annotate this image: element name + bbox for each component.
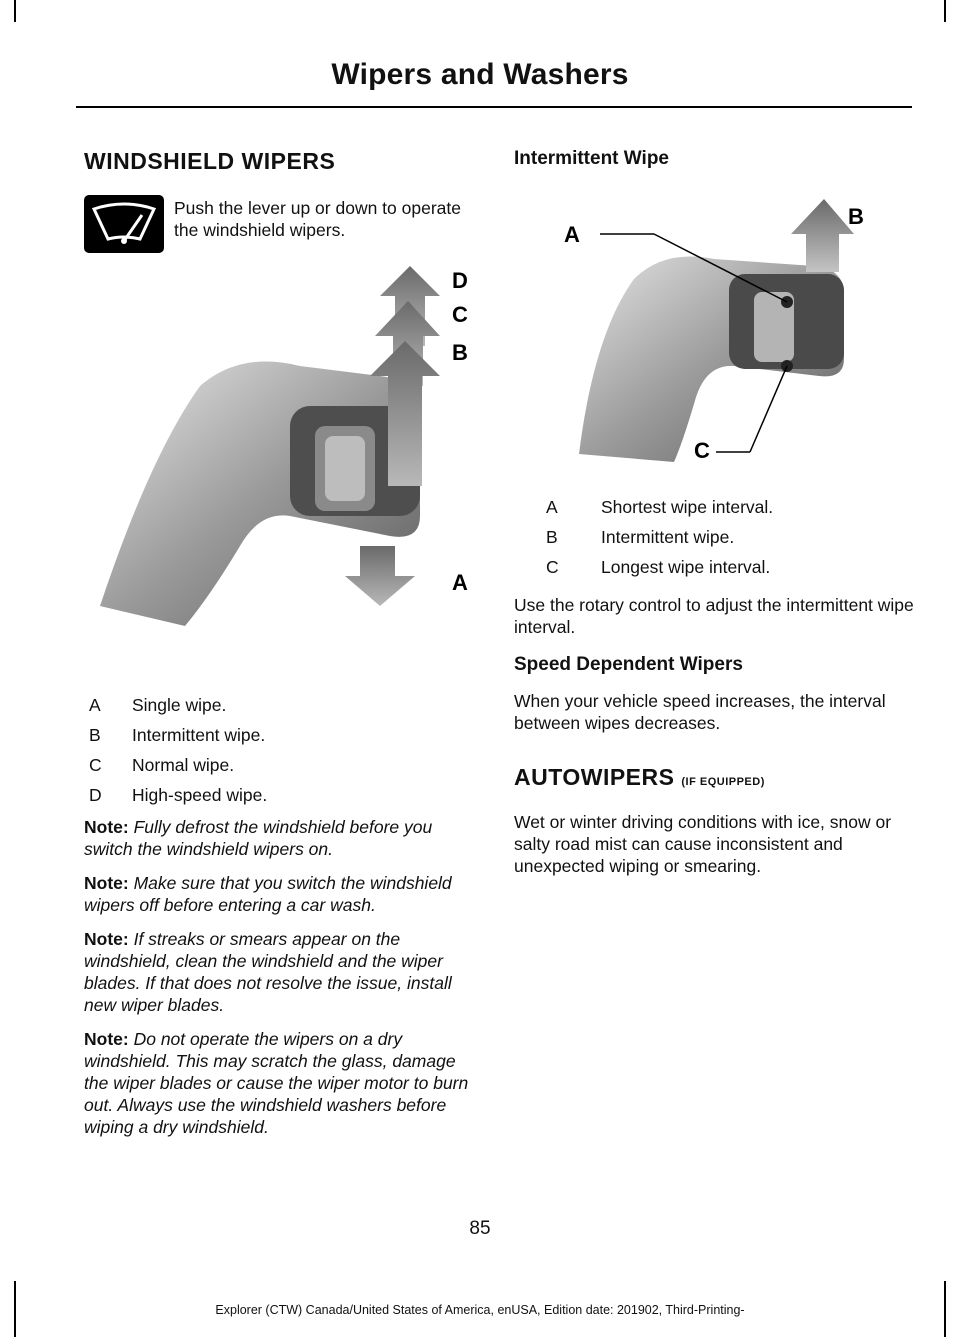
wiper-lever-illustration [90, 256, 480, 636]
intermittent-content [514, 496, 914, 877]
label-c: C [452, 302, 468, 327]
page-title: Wipers and Washers [331, 58, 629, 91]
list-item: B Intermittent wipe. [546, 527, 735, 547]
rotary-control-text: Use the rotary control to adjust the intermittent wipe interval. [514, 595, 914, 637]
autowipers-heading: AUTOWIPERS (IF EQUIPPED) [514, 764, 765, 790]
label-d: D [452, 268, 468, 293]
list-item: A Shortest wipe interval. [546, 497, 774, 517]
label-c: C [694, 438, 710, 463]
note: Note: Make sure that you switch the windshield wipers off before entering a car wash. [84, 873, 452, 915]
arrow-a [345, 546, 415, 606]
list-item: C Longest wipe interval. [546, 557, 771, 577]
page-number: 85 [469, 1218, 491, 1239]
if-equipped-label: (IF EQUIPPED) [681, 776, 765, 788]
wiper-positions-list [84, 694, 476, 1150]
label-a: A [564, 222, 580, 247]
list-item: D High-speed wipe. [89, 785, 268, 805]
speed-dependent-text: When your vehicle speed increases, the interval between wipes decreases. [514, 691, 886, 733]
autowipers-text: Wet or winter driving conditions with ice, snow or salty road mist can cause inconsistent and unexpected wiping or smearing. [514, 812, 892, 876]
note: Note: Do not operate the wipers on a dry windshield. This may scratch the glass, damage the wiper blades or cause the wiper motor to burn out. Always use the windshield washers before wiping a dry windshield. [84, 1029, 469, 1137]
edition-info: Explorer (CTW) Canada/United States of America, enUSA, Edition date: 201902, Third-Printing- [215, 1303, 745, 1317]
note: Note: Fully defrost the windshield before you switch the windshield wipers on. [84, 817, 433, 859]
wiper-instruction-text: Push the lever up or down to operate the windshield wipers. [174, 198, 461, 240]
windshield-wipers-heading: WINDSHIELD WIPERS [84, 148, 336, 174]
right-column [514, 148, 914, 876]
intermittent-lever-illustration [554, 194, 904, 470]
list-item: A Single wipe. [89, 695, 227, 715]
left-column [84, 148, 476, 1137]
label-a: A [452, 570, 468, 595]
label-b: B [848, 204, 864, 229]
header-divider [76, 106, 912, 108]
label-b: B [452, 340, 468, 365]
note: Note: If streaks or smears appear on the windshield, clean the windshield and the wiper blades. If that does not resolve the issue, install new wiper blades. [84, 929, 452, 1015]
list-item: B Intermittent wipe. [89, 725, 266, 745]
crop-mark [944, 0, 946, 22]
list-item: C Normal wipe. [89, 755, 235, 775]
windshield-wiper-icon [84, 195, 164, 253]
speed-dependent-heading: Speed Dependent Wipers [514, 654, 743, 675]
arrow-b [791, 199, 854, 272]
intermittent-wipe-heading: Intermittent Wipe [514, 148, 669, 169]
crop-mark [14, 0, 16, 22]
notes [84, 816, 476, 1138]
